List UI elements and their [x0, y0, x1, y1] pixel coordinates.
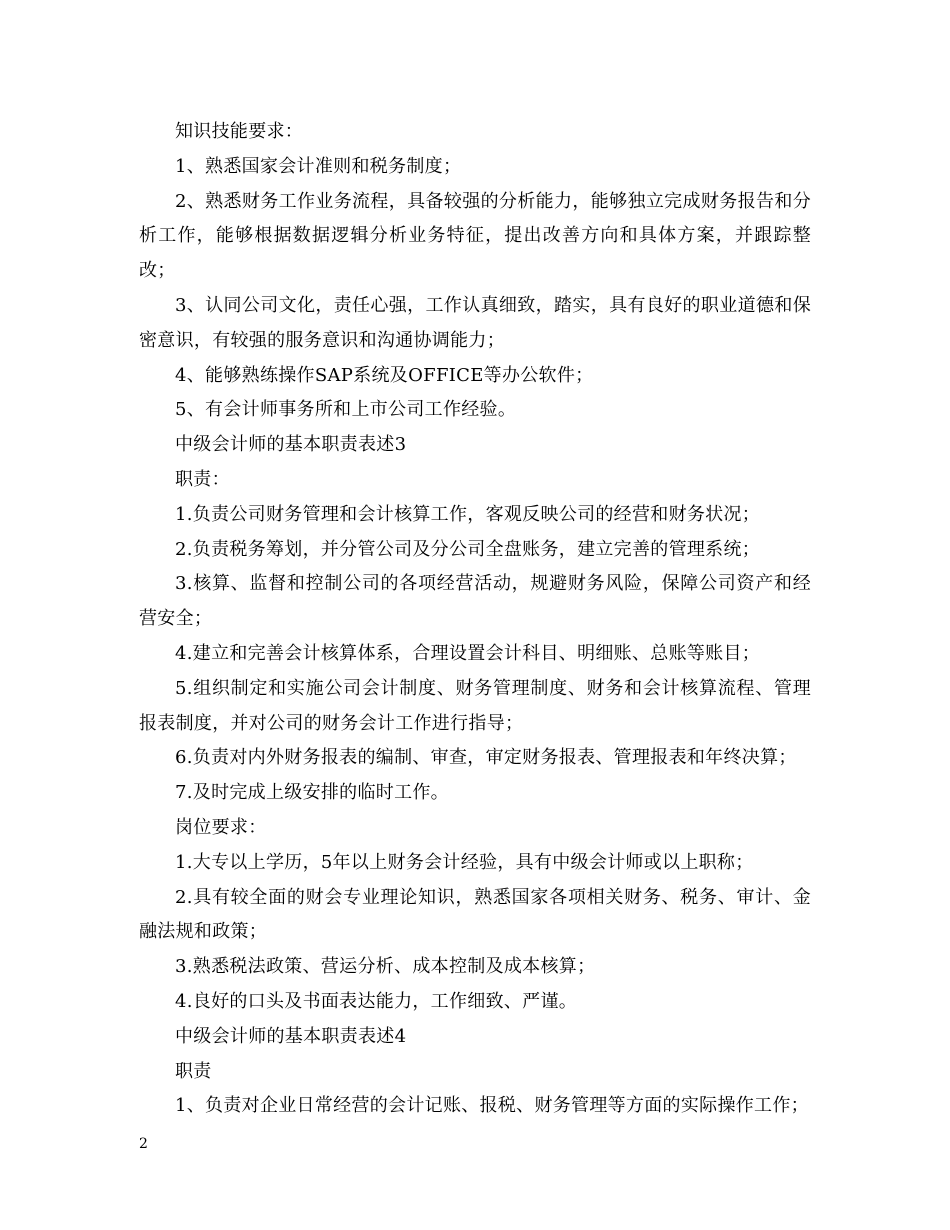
paragraph: 1、负责对企业日常经营的会计记账、报税、财务管理等方面的实际操作工作；	[175, 1095, 809, 1117]
paragraph: 1.负责公司财务管理和会计核算工作，客观反映公司的经营和财务状况；	[175, 503, 761, 525]
paragraph: 3.熟悉税法政策、营运分析、成本控制及成本核算；	[175, 956, 596, 978]
paragraph: 1.大专以上学历，5年以上财务会计经验，具有中级会计师或以上职称；	[175, 851, 754, 873]
document-body	[139, 115, 811, 1124]
paragraph: 4.良好的口头及书面表达能力，工作细致、严谨。	[175, 990, 578, 1012]
paragraph: 6.负责对内外财务报表的编制、审查，审定财务报表、管理报表和年终决算；	[175, 747, 797, 769]
paragraph: 2.负责税务筹划，并分管公司及分公司全盘账务，建立完善的管理系统；	[175, 538, 761, 560]
paragraph: 2.具有较全面的财会专业理论知识，熟悉国家各项相关财务、税务、审计、金融法规和政策；	[139, 886, 811, 943]
paragraph: 2、熟悉财务工作业务流程，具备较强的分析能力，能够独立完成财务报告和分析工作，能够根据数据逻辑分析业务特征，提出改善方向和具体方案，并跟踪整改；	[139, 190, 811, 282]
section-heading: 中级会计师的基本职责表述3	[175, 434, 407, 456]
paragraph: 1、熟悉国家会计准则和税务制度；	[175, 155, 462, 177]
paragraph: 知识技能要求：	[175, 121, 304, 142]
subsection-heading: 职责：	[175, 468, 230, 490]
paragraph: 7.及时完成上级安排的临时工作。	[175, 782, 449, 804]
subsection-heading: 岗位要求：	[175, 816, 267, 838]
paragraph: 5、有会计师事务所和上市公司工作经验。	[175, 399, 517, 421]
paragraph: 3、认同公司文化，责任心强，工作认真细致，踏实，具有良好的职业道德和保密意识，有较强的服务意识和沟通协调能力；	[139, 294, 811, 351]
subsection-heading: 职责	[175, 1060, 212, 1082]
page-number: 2	[139, 1136, 148, 1152]
paragraph: 4、能够熟练操作SAP系统及OFFICE等办公软件；	[175, 364, 594, 386]
paragraph: 4.建立和完善会计核算体系，合理设置会计科目、明细账、总账等账目；	[175, 642, 761, 664]
paragraph: 3.核算、监督和控制公司的各项经营活动，规避财务风险，保障公司资产和经营安全；	[139, 573, 811, 630]
paragraph: 5.组织制定和实施公司会计制度、财务管理制度、财务和会计核算流程、管理报表制度，并对公司的财务会计工作进行指导；	[139, 677, 811, 734]
section-heading: 中级会计师的基本职责表述4	[175, 1025, 407, 1047]
